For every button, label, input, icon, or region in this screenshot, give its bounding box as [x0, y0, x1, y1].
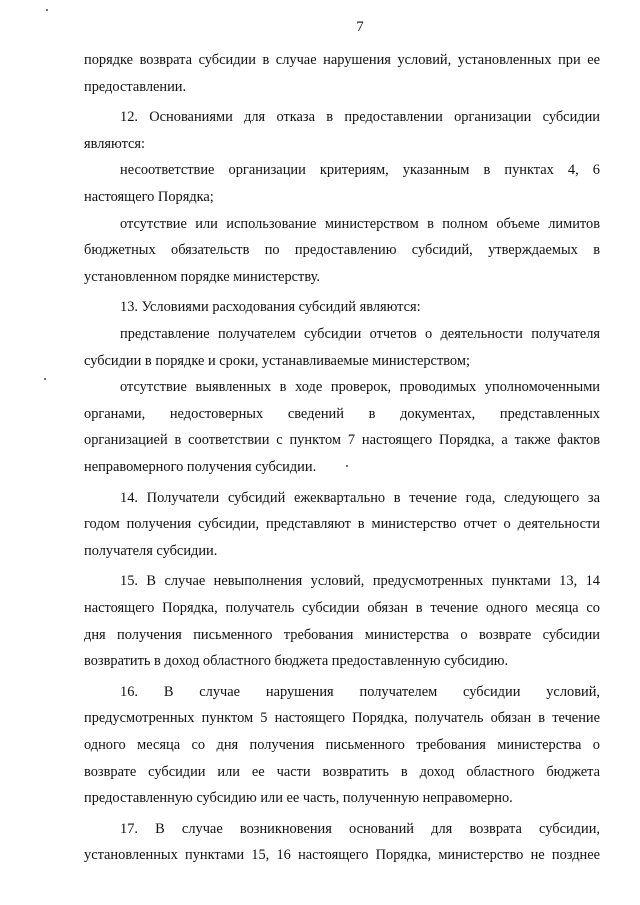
- text-line: организацией в соответствии с пунктом 7 настоящего Порядка, а также фактов: [84, 432, 600, 449]
- scan-speck: [46, 9, 48, 11]
- text-line: предоставлении.: [84, 78, 187, 95]
- text-line: 14. Получатели субсидий ежеквартально в течение года, следующего за: [120, 489, 600, 506]
- scan-speck: [44, 378, 46, 380]
- text-line: представление получателем субсидии отчетов о деятельности получателя: [120, 326, 600, 342]
- text-line: установленном порядке министерству.: [84, 268, 320, 285]
- text-line: возврате субсидии или ее части возвратить в доход областного бюджета: [84, 763, 600, 780]
- text-line: годом получения субсидии, представляют в министерство отчет о деятельности: [84, 516, 600, 533]
- text-line: 13. Условиями расходования субсидий являются:: [120, 299, 421, 316]
- text-line: предоставленную субсидию или ее часть, полученную неправомерно.: [84, 790, 513, 807]
- text-line: неправомерного получения субсидии.: [84, 459, 317, 475]
- page-number: 7: [356, 19, 364, 35]
- text-line: несоответствие организации критериям, указанным в пунктах 4, 6: [120, 162, 600, 179]
- scan-speck: [346, 465, 348, 467]
- text-line: отсутствие выявленных в ходе проверок, проводимых уполномоченными: [120, 379, 600, 396]
- text-line: органами, недостоверных сведений в документах, представленных: [84, 405, 600, 422]
- text-line: 17. В случае возникновения оснований для возврата субсидии,: [120, 820, 600, 837]
- text-line: порядке возврата субсидии в случае нарушения условий, установленных при ее: [84, 52, 600, 68]
- text-line: настоящего Порядка;: [84, 189, 214, 205]
- text-line: 15. В случае невыполнения условий, предусмотренных пунктами 13, 14: [120, 573, 600, 590]
- text-line: 16. В случае нарушения получателем субсидии условий,: [120, 683, 600, 700]
- text-line: одного месяца со дня получения письменного требования министерства о: [84, 737, 600, 753]
- text-line: 12. Основаниями для отказа в предоставлении организации субсидии: [120, 109, 600, 126]
- text-line: отсутствие или использование министерством в полном объеме лимитов: [120, 215, 600, 232]
- text-line: получателя субсидии.: [84, 542, 218, 559]
- text-line: субсидии в порядке и сроки, устанавливаемые министерством;: [84, 352, 470, 369]
- text-line: предусмотренных пунктом 5 настоящего Порядка, получатель обязан в течение: [84, 710, 600, 727]
- text-line: являются:: [84, 135, 146, 152]
- text-line: возвратить в доход областного бюджета предоставленную субсидию.: [84, 653, 509, 670]
- text-line: бюджетных обязательств по предоставлению субсидий, утверждаемых в: [84, 242, 600, 259]
- text-line: настоящего Порядка, получатель субсидии обязан в течение одного месяца со: [84, 600, 600, 616]
- text-line: дня получения письменного требования министерства о возврате субсидии: [84, 626, 600, 643]
- text-line: установленных пунктами 15, 16 настоящего Порядка, министерство не позднее: [84, 847, 600, 864]
